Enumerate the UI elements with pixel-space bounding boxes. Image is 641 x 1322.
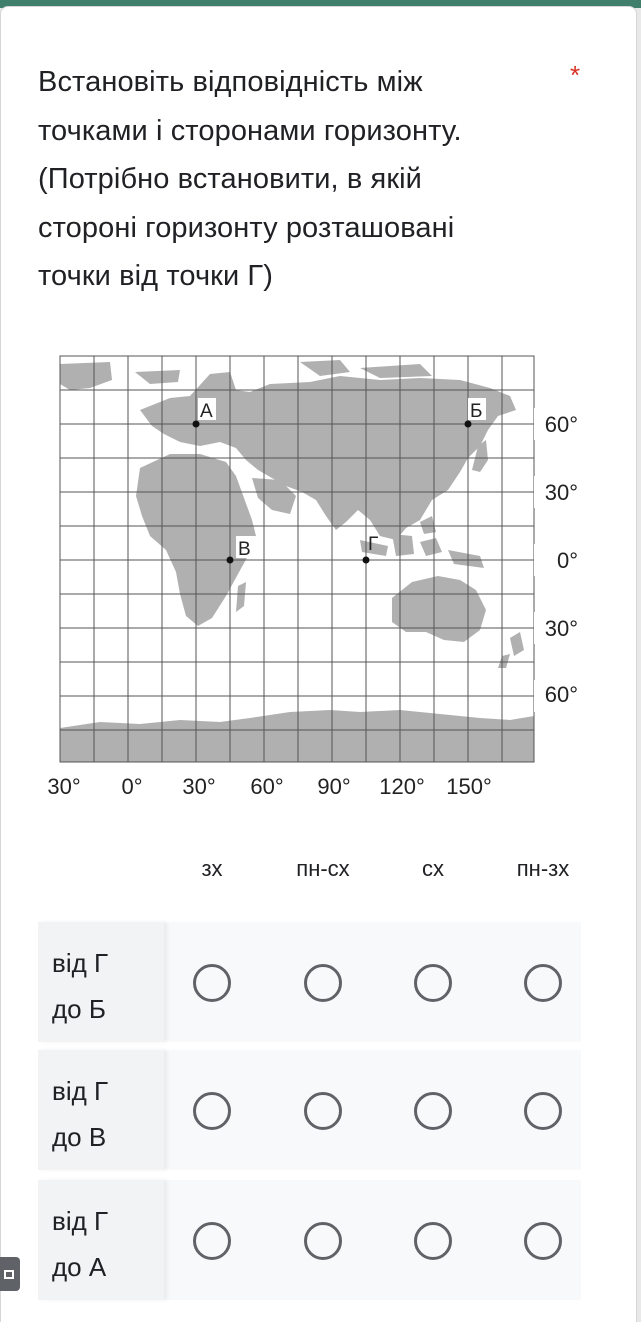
row-label-line: від Г xyxy=(52,1206,109,1236)
question-line: (Потрібно встановити, в якій xyxy=(38,163,422,195)
lon-label-60e: 60° xyxy=(250,774,284,799)
lat-label-0: 0° xyxy=(556,548,578,573)
radio-g-to-v-west[interactable] xyxy=(193,1092,231,1130)
side-panel-tab[interactable] xyxy=(0,1257,20,1291)
row-label-line: від Г xyxy=(52,1076,109,1106)
row-label-line: до А xyxy=(52,1252,107,1282)
column-header-west: зх xyxy=(201,856,223,881)
panel-icon xyxy=(4,1270,14,1279)
grid-row xyxy=(38,1180,581,1300)
radio-g-to-v-northeast[interactable] xyxy=(304,1092,342,1130)
point-b-label: Б xyxy=(470,401,483,422)
radio-g-to-a-east[interactable] xyxy=(414,1222,452,1260)
required-asterisk: * xyxy=(570,60,581,90)
lon-label-0: 0° xyxy=(121,774,143,799)
radio-g-to-b-northeast[interactable] xyxy=(304,964,342,1002)
column-header-east: сх xyxy=(422,856,444,881)
lon-label-120e: 120° xyxy=(379,774,425,799)
lat-label-60s: 60° xyxy=(544,682,578,707)
row-label-line: до В xyxy=(52,1122,107,1152)
point-g-label: Г xyxy=(368,534,379,555)
radio-g-to-b-northwest[interactable] xyxy=(524,964,562,1002)
point-v-marker xyxy=(227,557,234,564)
question-line: Встановіть відповідність між xyxy=(38,66,423,98)
column-header-northwest: пн-зх xyxy=(516,856,570,881)
row-label-line: від Г xyxy=(52,948,109,978)
radio-g-to-v-northwest[interactable] xyxy=(524,1092,562,1130)
lat-label-60n: 60° xyxy=(544,412,578,437)
question-line: точками і сторонами горизонту. xyxy=(38,114,462,147)
point-g-marker xyxy=(363,557,370,564)
point-a-marker xyxy=(193,421,200,428)
world-map-image xyxy=(40,350,580,800)
grid-row xyxy=(38,1050,581,1170)
lon-label-30w: 30° xyxy=(47,774,81,799)
column-header-northeast: пн-сх xyxy=(296,856,350,881)
radio-g-to-b-east[interactable] xyxy=(414,964,452,1002)
row-label xyxy=(38,1050,164,1170)
radio-g-to-a-northwest[interactable] xyxy=(524,1222,562,1260)
row-label xyxy=(38,1180,164,1300)
radio-g-to-v-east[interactable] xyxy=(414,1092,452,1130)
lat-label-30n: 30° xyxy=(544,480,578,505)
grid-row xyxy=(38,922,581,1042)
lat-label-30s: 30° xyxy=(544,616,578,641)
question-line: стороні горизонту розташовані xyxy=(38,211,455,244)
world-map-svg xyxy=(40,350,580,800)
question-title xyxy=(38,58,538,301)
radio-g-to-b-west[interactable] xyxy=(193,964,231,1002)
row-label-line: до Б xyxy=(52,994,106,1024)
lon-label-150e: 150° xyxy=(446,774,492,799)
point-a-label: А xyxy=(200,401,213,422)
row-label xyxy=(38,922,164,1042)
question-line: точки від точки Г) xyxy=(38,260,273,292)
radio-g-to-a-northeast[interactable] xyxy=(304,1222,342,1260)
radio-g-to-a-west[interactable] xyxy=(193,1222,231,1260)
lon-label-30e: 30° xyxy=(182,774,216,799)
lon-label-90e: 90° xyxy=(317,774,351,799)
point-v-label: В xyxy=(238,539,251,560)
